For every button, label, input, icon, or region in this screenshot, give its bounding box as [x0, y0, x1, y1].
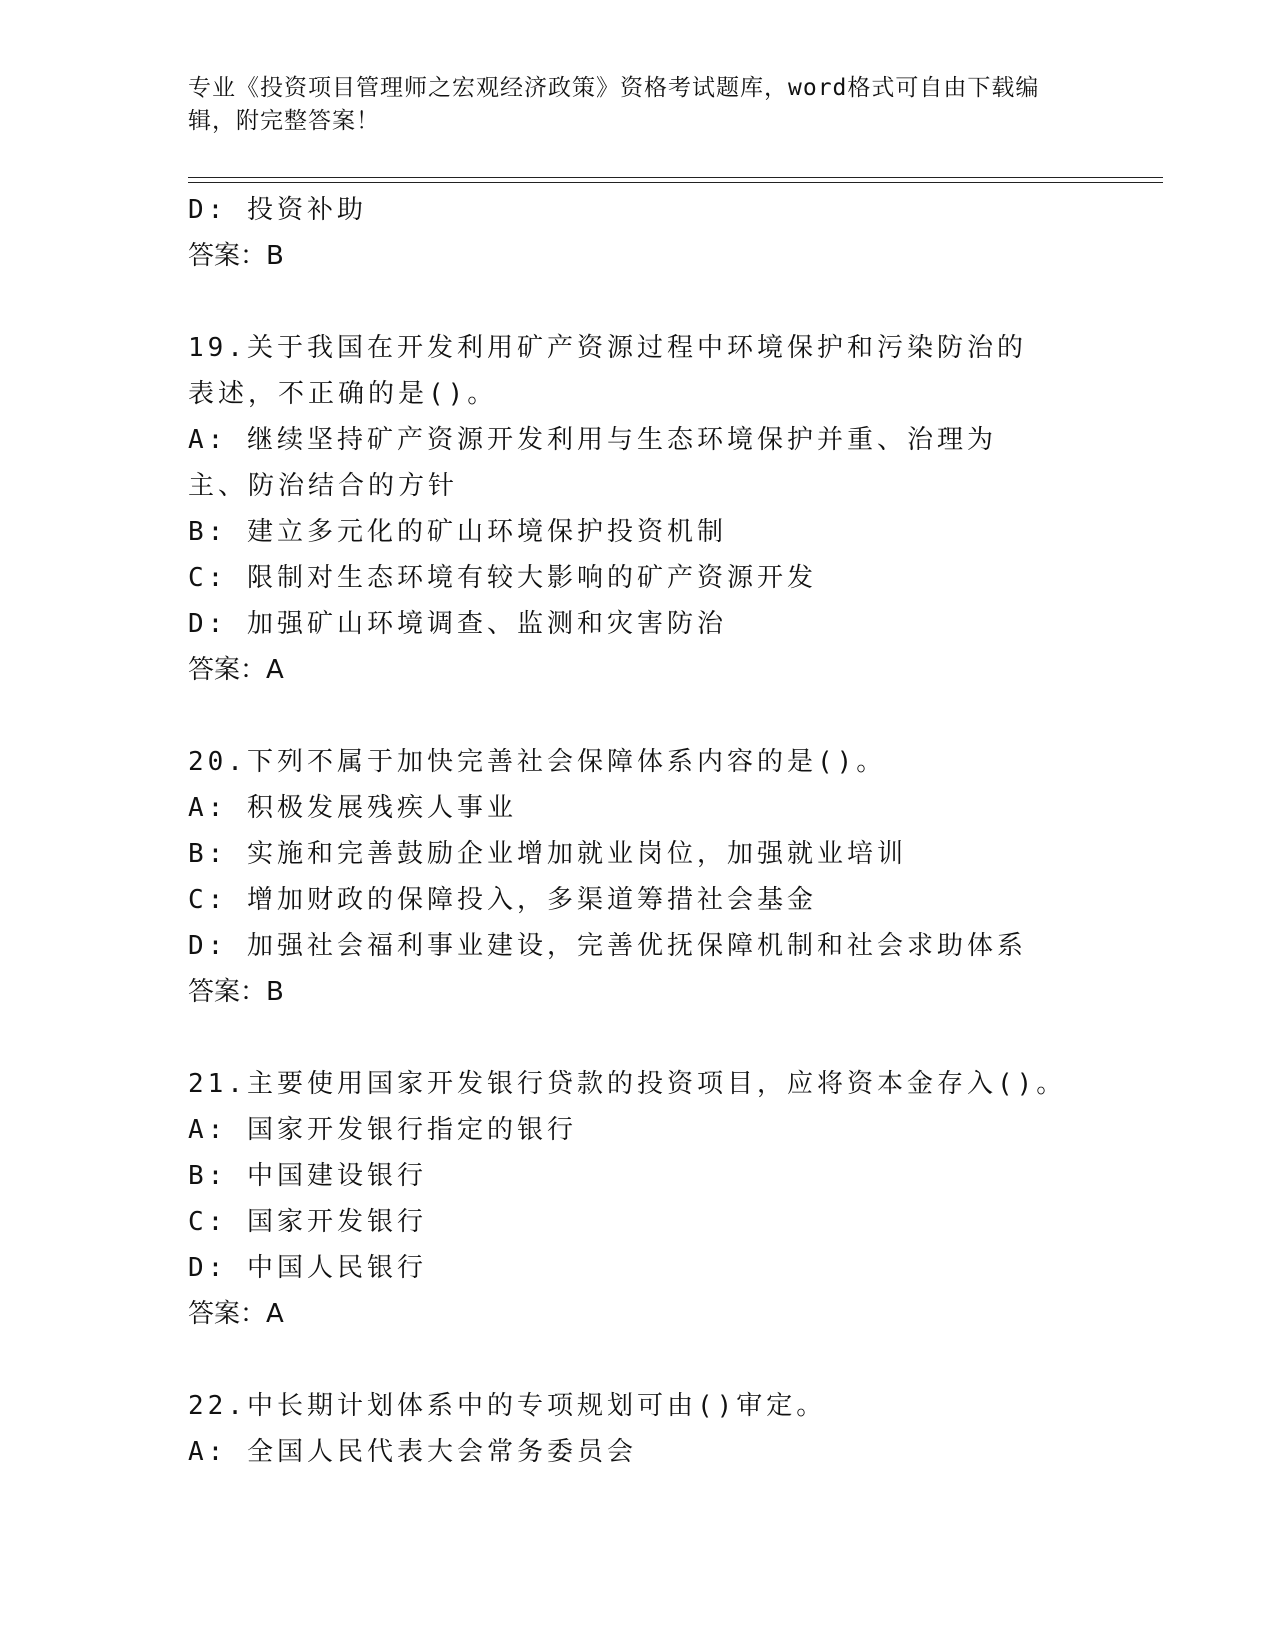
- question-stem: 19.关于我国在开发利用矿产资源过程中环境保护和污染防治的表述，不正确的是()。: [188, 333, 1027, 409]
- question-list: [188, 187, 1088, 1475]
- option-d: D: 中国人民银行: [188, 1253, 427, 1283]
- question-stem: 20.下列不属于加快完善社会保障体系内容的是()。: [188, 747, 887, 777]
- header-rule-top: [188, 177, 1163, 178]
- spacer: [188, 1015, 1088, 1061]
- option-d: D: 投资补助: [188, 195, 367, 225]
- option-d: D: 加强社会福利事业建设，完善优抚保障机制和社会求助体系: [188, 931, 1027, 961]
- spacer: [188, 693, 1088, 739]
- question-stem: 22.中长期计划体系中的专项规划可由()审定。: [188, 1391, 827, 1421]
- header-rule-bottom: [188, 182, 1163, 183]
- answer-line: 答案：A: [188, 655, 284, 685]
- question-22: [188, 1383, 1088, 1475]
- option-a: A: 继续坚持矿产资源开发利用与生态环境保护并重、治理为主、防治结合的方针: [188, 425, 997, 501]
- option-c: C: 国家开发银行: [188, 1207, 427, 1237]
- option-a: A: 全国人民代表大会常务委员会: [188, 1437, 637, 1467]
- answer-line: 答案：B: [188, 241, 284, 271]
- question-stem: 21.主要使用国家开发银行贷款的投资项目，应将资本金存入()。: [188, 1069, 1067, 1099]
- spacer: [188, 1337, 1088, 1383]
- option-a: A: 积极发展残疾人事业: [188, 793, 517, 823]
- option-c: C: 限制对生态环境有较大影响的矿产资源开发: [188, 563, 817, 593]
- answer-line: 答案：B: [188, 977, 284, 1007]
- answer-line: 答案：A: [188, 1299, 284, 1329]
- option-c: C: 增加财政的保障投入，多渠道筹措社会基金: [188, 885, 817, 915]
- option-b: B: 实施和完善鼓励企业增加就业岗位，加强就业培训: [188, 839, 907, 869]
- spacer: [188, 279, 1088, 325]
- option-b: B: 建立多元化的矿山环境保护投资机制: [188, 517, 727, 547]
- option-d: D: 加强矿山环境调查、监测和灾害防治: [188, 609, 727, 639]
- page-header: 专业《投资项目管理师之宏观经济政策》资格考试题库，word格式可自由下载编辑，附完整答案！: [188, 75, 1040, 134]
- option-a: A: 国家开发银行指定的银行: [188, 1115, 577, 1145]
- option-b: B: 中国建设银行: [188, 1161, 427, 1191]
- question-20: [188, 739, 1088, 1015]
- question-21: [188, 1061, 1088, 1337]
- question-19: [188, 325, 1088, 693]
